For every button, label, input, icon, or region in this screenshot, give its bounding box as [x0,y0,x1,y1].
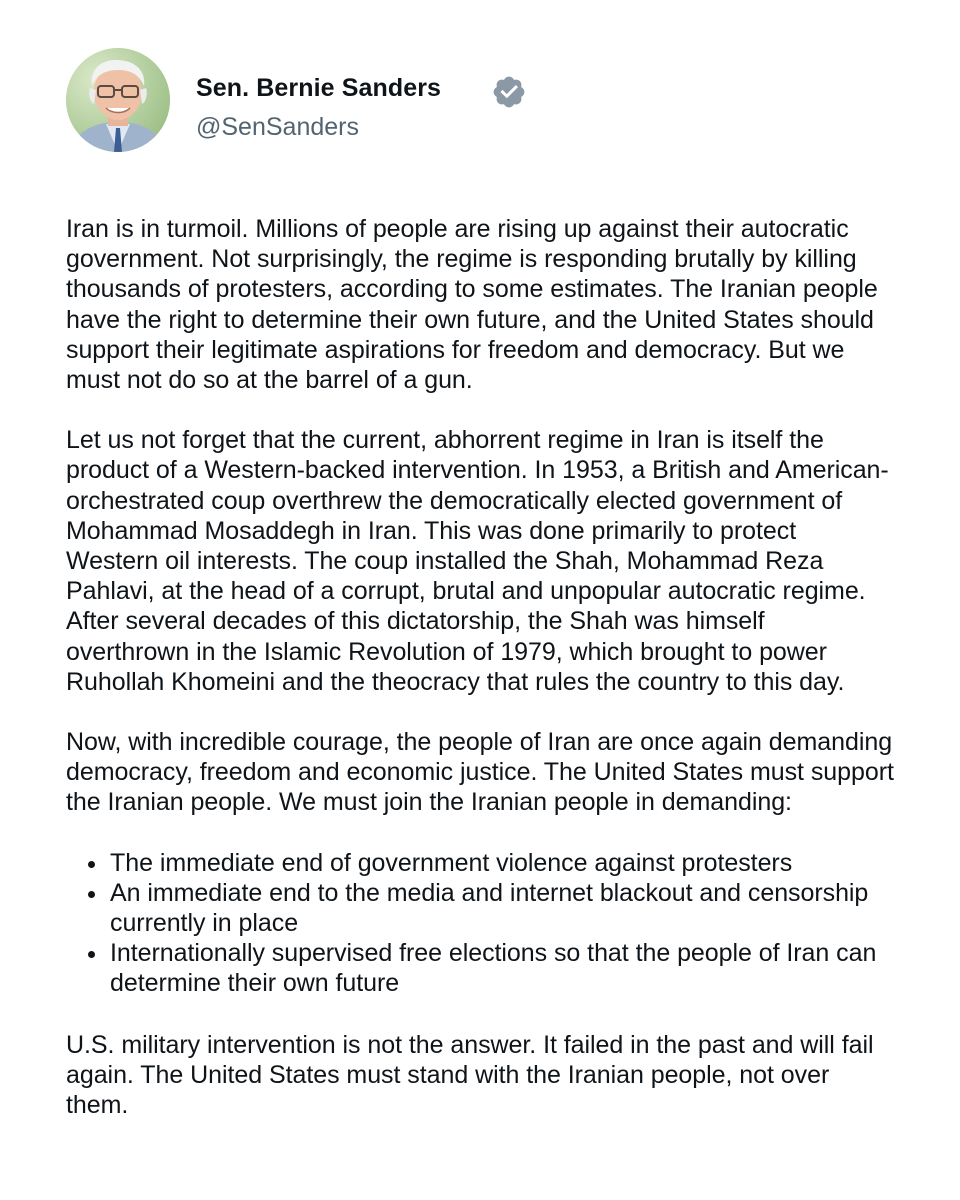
profile-photo [66,48,170,152]
post-paragraph: Now, with incredible courage, the people of Iran are once again demanding democracy, freedom and economic justice. The United States must support the Iranian people. We must join the Iranian people in demanding: [66,728,894,817]
post-body [66,214,894,1120]
name-row [196,66,527,110]
list-item: An immediate end to the media and internet blackout and censorship currently in place [110,878,894,938]
post-paragraph: Iran is in turmoil. Millions of people are rising up against their autocratic government. Not surprisingly, the regime is responding brutally by killing thousands of protesters, according to some estimates. The Iranian people have the right to determine their own future, and the United States should support their legitimate aspirations for freedom and democracy. But we must not do so at the barrel of a gun. [66,215,878,395]
author-display-name[interactable]: Sen. Bernie Sanders [196,74,442,102]
post-header [66,48,894,158]
author-identity [196,66,527,142]
author-handle[interactable]: @SenSanders [196,113,359,141]
demands-list [66,848,894,999]
verified-badge-icon [491,74,527,110]
list-item: Internationally supervised free elections so that the people of Iran can determine their own future [110,938,894,998]
post-paragraph: Let us not forget that the current, abhorrent regime in Iran is itself the product of a Western-backed intervention. In 1953, a British and American-orchestrated coup overthrew the democratically elected government of Mohammad Mosaddegh in Iran. This was done primarily to protect Western oil interests. The coup installed the Shah, Mohammad Reza Pahlavi, at the head of a corrupt, brutal and unpopular autocratic regime. After several decades of this dictatorship, the Shah was himself overthrown in the Islamic Revolution of 1979, which brought to power Ruhollah Khomeini and the theocracy that rules the country to this day. [66,426,889,696]
avatar[interactable] [66,48,170,152]
post-paragraph: U.S. military intervention is not the answer. It failed in the past and will fail again. The United States must stand with the Iranian people, not over them. [66,1030,874,1120]
list-item: The immediate end of government violence against protesters [110,848,894,878]
